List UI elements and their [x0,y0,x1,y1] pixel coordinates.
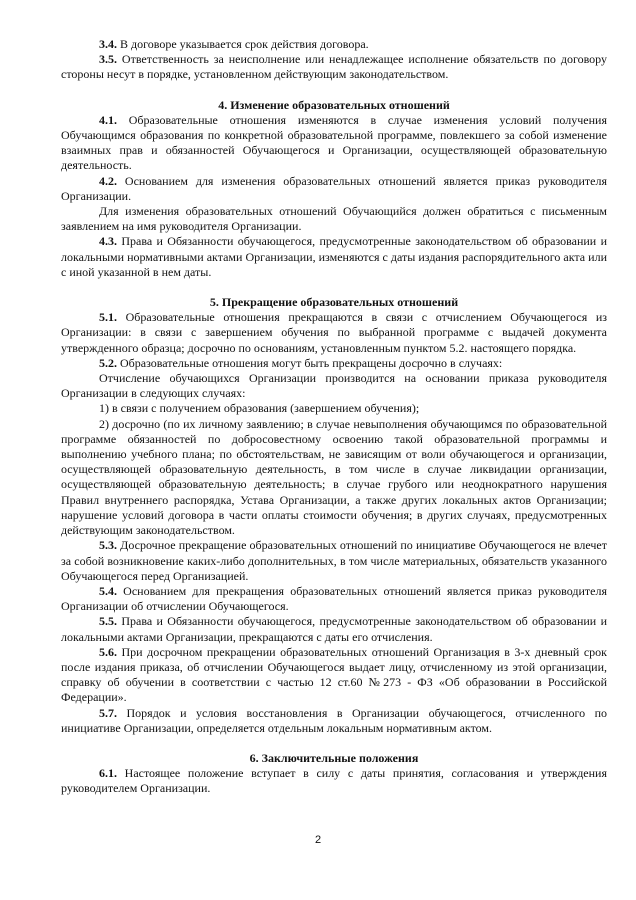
clause-text: Отчисление обучающихся Организации производится на основании приказа руководителя Организации в следующих случаях: [61,371,607,401]
clause-text: 2) досрочно (по их личному заявлению; в случае невыполнения обучающимся по образовательной программе обязанностей по добросовестному освоению такой образовательной программы и выполнению учебного плана; по обстоятельствам, не зависящим от воли обучающегося и организации, осуществляющей образовательную деятельность, в том числе в случае ликвидации организации, осуществляющей образовательную деятельность; в случае грубого или неоднократного нарушения Правил внутреннего распорядка, Устава Организации, а также других локальных актов Организации; нарушение условий договора в части оплаты стоимости обучения; в других случаях, предусмотренных действующим законодательством. [61,416,607,538]
paragraph [61,113,607,174]
paragraph [61,371,607,401]
clause-text: Образовательные отношения прекращаются в связи с отчислением Обучающегося из Организации: в связи с завершением обучения по выбранной программе с выдачей документа утвержденного образца; досрочно по основаниям, установленным пунктом 5.2. настоящего порядка. [61,310,607,355]
clause-number: 4.2. [99,173,117,188]
clause-number: 5.7. [99,705,117,720]
paragraph [61,52,607,82]
clause-number: 3.4. [99,37,117,51]
paragraph [61,310,607,356]
section-heading: 6. Заключительные положения [249,750,419,765]
paragraph [61,356,607,371]
clause-number: 5.1. [99,310,117,325]
paragraph [61,234,607,280]
clause-text: Порядок и условия восстановления в Организации обучающегося, отчисленного по инициативе Организации, определяется отдельным локальным нормативным актом. [61,705,607,735]
clause-text: Основанием для прекращения образовательных отношений является приказ руководителя Организации об отчислении Обучающегося. [61,583,607,614]
clause-text: Образовательные отношения изменяются в случае изменения условий получения Обучающимся образования по конкретной образовательной программе, повлекшего за собой изменение взаимных прав и обязанностей Обучающегося и Организации, осуществляющей образовательную деятельность. [61,112,607,173]
clause-number: 5.5. [99,614,117,629]
section-spacer [61,280,607,295]
paragraph [61,401,607,416]
clause-number: 5.4. [99,583,117,598]
clause-text: Для изменения образовательных отношений Обучающийся должен обратиться с письменным заявлением на имя руководителя Организации. [61,204,607,234]
clause-number: 6.1. [99,766,117,781]
clause-text: Права и Обязанности обучающегося, предусмотренные законодательством об образовании и локальными актами Организации, прекращаются с даты его отчисления. [61,614,607,644]
clause-number: 5.2. [99,355,117,370]
paragraph [61,584,607,614]
section-heading: 5. Прекращение образовательных отношений [209,295,459,310]
paragraph [61,645,607,706]
clause-number: 5.6. [99,644,117,659]
page-number: 2 [314,834,322,846]
clause-text: При досрочном прекращении образовательных отношений Организация в 3-х дневный срок после издания приказа, об отчислении Обучающегося выдает лицу, отчисленному из этой организации, справку об обучении в соответствии с частью 12 ст.60 №273 - ФЗ «Об образовании в Российской Федерации». [61,644,607,705]
paragraph [61,766,607,796]
paragraph [61,614,607,644]
section-heading: 4. Изменение образовательных отношений [218,97,450,112]
clause-text: Ответственность за неисполнение или ненадлежащее исполнение обязательств по договору стороны несут в порядке, установленном действующим законодательством. [61,52,607,82]
section-spacer [61,736,607,751]
clause-text: 1) в связи с получением образования (завершением обучения); [99,401,420,416]
clause-number: 4.3. [99,234,117,249]
paragraph [61,706,607,736]
clause-text: Образовательные отношения могут быть прекращены досрочно в случаях: [117,355,503,370]
clause-number: 3.5. [99,52,117,67]
clause-text: Досрочное прекращение образовательных отношений по инициативе Обучающегося не влечет за собой возникновение каких-либо дополнительных, в том числе материальных, обязательств указанного Обучающегося перед Организацией. [61,538,607,583]
clause-text: Настоящее положение вступает в силу с даты принятия, согласования и утверждения руководителем Организации. [61,766,607,796]
paragraph [61,417,607,539]
clause-number: 5.3. [99,538,117,553]
paragraph [61,37,607,52]
paragraph [61,174,607,204]
clause-number: 4.1. [99,112,117,127]
clause-text: Основанием для изменения образовательных отношений является приказ руководителя Организации. [61,173,607,203]
clause-text: Права и Обязанности обучающегося, предусмотренные законодательством об образовании и локальными нормативными актами Организации, изменяются с даты издания распорядительного акта или с иной указанной в нем даты. [61,234,607,279]
document-body [61,37,607,797]
clause-text: В договоре указывается срок действия договора. [117,37,369,51]
paragraph [61,538,607,584]
section-spacer [61,83,607,98]
paragraph [61,204,607,234]
